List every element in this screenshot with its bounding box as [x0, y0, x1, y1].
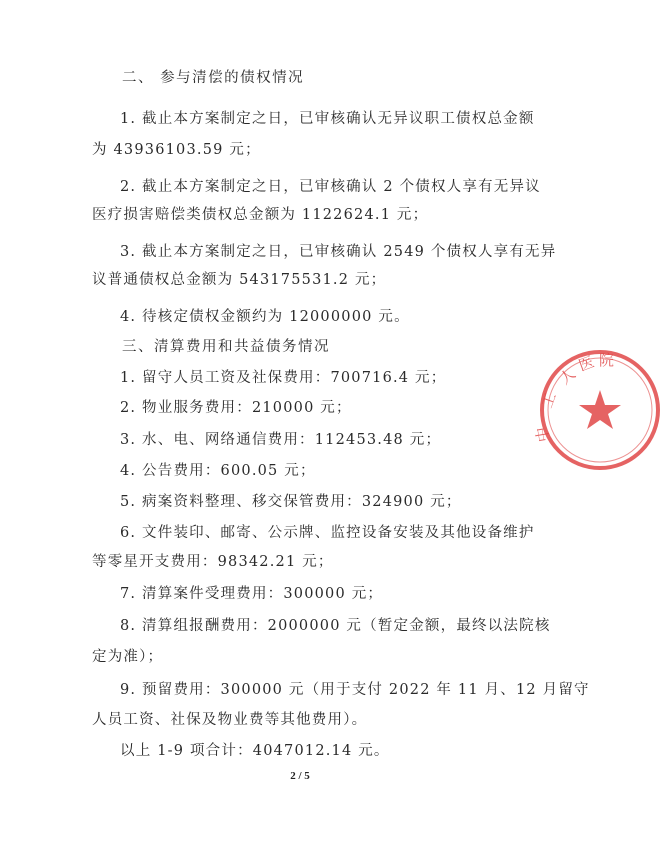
- paragraph-line: 定为准）；: [92, 649, 164, 665]
- paragraph-line: 为 43936103.59 元；: [92, 142, 261, 158]
- paragraph-line: 7. 清算案件受理费用：300000 元；: [120, 586, 384, 602]
- svg-text:人: 人: [556, 364, 580, 389]
- paragraph-line: 4. 公告费用：600.05 元；: [120, 463, 316, 479]
- total-line: 以上 1-9 项合计：4047012.14 元。: [120, 743, 390, 759]
- page-number: 2 / 5: [290, 770, 310, 782]
- paragraph-line: 2. 物业服务费用：210000 元；: [120, 400, 352, 416]
- paragraph-line: 1. 截止本方案制定之日，已审核确认无异议职工债权总金额: [120, 111, 535, 127]
- section-heading-2: 二、 参与清偿的债权情况: [122, 70, 305, 86]
- paragraph-line: 8. 清算组报酬费用：2000000 元（暂定金额，最终以法院核: [120, 618, 551, 634]
- paragraph-line: 医疗损害赔偿类债权总金额为 1122624.1 元；: [92, 207, 429, 223]
- paragraph-line: 等零星开支费用：98342.21 元；: [92, 554, 334, 570]
- paragraph-line: 3. 截止本方案制定之日，已审核确认 2549 个债权人享有无异: [120, 244, 557, 260]
- paragraph-line: 9. 预留费用：300000 元（用于支付 2022 年 11 月、12 月留守: [120, 682, 590, 698]
- section-heading-3: 三、清算费用和共益债务情况: [122, 339, 330, 355]
- paragraph-line: 4. 待核定债权金额约为 12000000 元。: [120, 309, 410, 325]
- paragraph-line: 5. 病案资料整理、移交保管费用：324900 元；: [120, 494, 462, 510]
- paragraph-line: 1. 留守人员工资及社保费用：700716.4 元；: [120, 370, 447, 386]
- paragraph-line: 2. 截止本方案制定之日，已审核确认 2 个债权人享有无异议: [120, 179, 541, 195]
- paragraph-line: 议普通债权总金额为 543175531.2 元；: [92, 272, 387, 288]
- svg-text:医: 医: [576, 352, 597, 375]
- paragraph-line: 人员工资、社保及物业费等其他费用）。: [92, 712, 368, 728]
- svg-text:院: 院: [599, 351, 615, 369]
- official-seal-icon: [532, 345, 665, 475]
- paragraph-line: 6. 文件装印、邮寄、公示牌、监控设备安装及其他设备维护: [120, 525, 535, 541]
- svg-text:中: 中: [532, 425, 553, 444]
- svg-text:工: 工: [537, 390, 560, 411]
- paragraph-line: 3. 水、电、网络通信费用：112453.48 元；: [120, 432, 442, 448]
